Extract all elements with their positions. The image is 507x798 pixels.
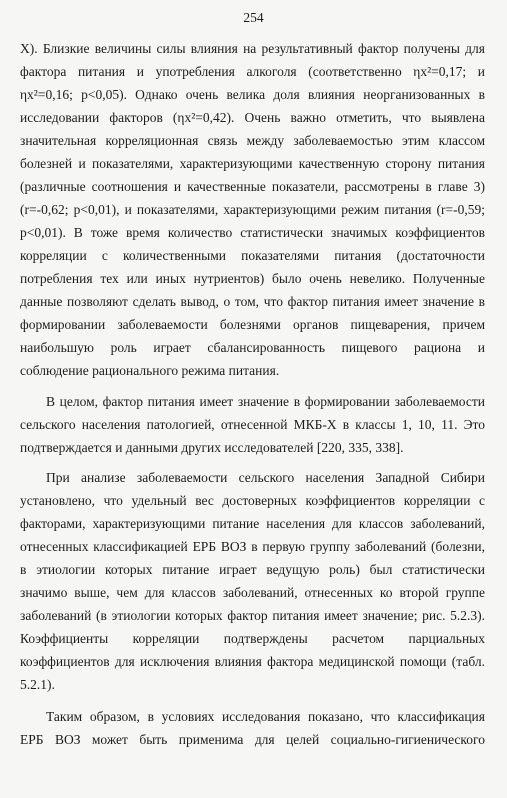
text-line-23: в этиологии которых питание играет ведущую роль) был статистически bbox=[20, 562, 485, 577]
text-line-10: корреляции с количественными показателями питания (достаточности bbox=[20, 248, 485, 263]
text-line-16: В целом, фактор питания имеет значение в формировании заболеваемости bbox=[46, 394, 485, 409]
text-line-21: факторами, характеризующими питание населения для классов заболеваний, bbox=[20, 516, 485, 531]
text-line-2: фактора питания и употребления алкоголя (соответственно ηx²=0,17; и bbox=[20, 64, 485, 79]
text-line-19: При анализе заболеваемости сельского населения Западной Сибири bbox=[46, 470, 485, 485]
text-line-9: p<0,01). В тоже время количество статистически значимых коэффициентов bbox=[20, 225, 485, 240]
text-line-13: формировании заболеваемости болезнями органов пищеварения, причем bbox=[20, 317, 485, 332]
text-line-8: (r=-0,62; p<0,01), и показателями, характеризующими режим питания (r=-0,59; bbox=[20, 202, 485, 217]
text-line-26: Коэффициенты корреляции подтверждены расчетом парциальных bbox=[20, 631, 485, 646]
text-line-27: коэффициентов для исключения влияния фактора медицинской помощи (табл. bbox=[20, 654, 485, 669]
text-line-18: подтверждается и данными других исследователей [220, 335, 338]. bbox=[20, 440, 404, 455]
text-line-22: отнесенных классификацией ЕРБ ВОЗ в первую группу заболеваний (болезни, bbox=[20, 539, 485, 554]
text-line-20: установлено, что удельный вес достоверных коэффициентов корреляции с bbox=[20, 493, 485, 508]
text-line-5: значительная корреляционная связь между заболеваемостью этим классом bbox=[20, 133, 485, 148]
text-line-3: ηx²=0,16; p<0,05). Однако очень велика доля влияния неорганизованных в bbox=[20, 87, 485, 102]
text-line-17: сельского населения патологией, отнесенной МКБ-X в классы 1, 10, 11. Это bbox=[20, 417, 485, 432]
text-line-30: ЕРБ ВОЗ может быть применима для целей социально-гигиенического bbox=[20, 732, 485, 747]
page-number: 254 bbox=[243, 10, 264, 25]
text-line-6: болезней и показателями, характеризующими качественную сторону питания bbox=[20, 156, 485, 171]
text-line-15: соблюдение рационального режима питания. bbox=[20, 363, 280, 378]
text-line-24: значимо выше, чем для классов заболеваний, отнесенных ко второй группе bbox=[20, 585, 485, 600]
text-line-28: 5.2.1). bbox=[20, 677, 55, 692]
text-line-14: наибольшую роль играет сбалансированность пищевого рациона и bbox=[20, 340, 485, 355]
text-line-29: Таким образом, в условиях исследования показано, что классификация bbox=[46, 709, 485, 724]
text-line-1: X). Близкие величины силы влияния на результативный фактор получены для bbox=[20, 41, 485, 56]
text-line-4: исследовании факторов (ηx²=0,42). Очень важно отметить, что выявлена bbox=[20, 110, 485, 125]
text-line-12: данные позволяют сделать вывод, о том, что фактор питания имеет значение в bbox=[20, 294, 485, 309]
text-line-11: потребления тех или иных нутриентов) было очень невелико. Полученные bbox=[20, 271, 485, 286]
text-line-7: (различные соотношения и качественные показатели, рассмотрены в главе 3) bbox=[20, 179, 485, 194]
text-line-25: заболеваний (в этиологии которых фактор питания имеет значение; рис. 5.2.3). bbox=[20, 608, 485, 623]
